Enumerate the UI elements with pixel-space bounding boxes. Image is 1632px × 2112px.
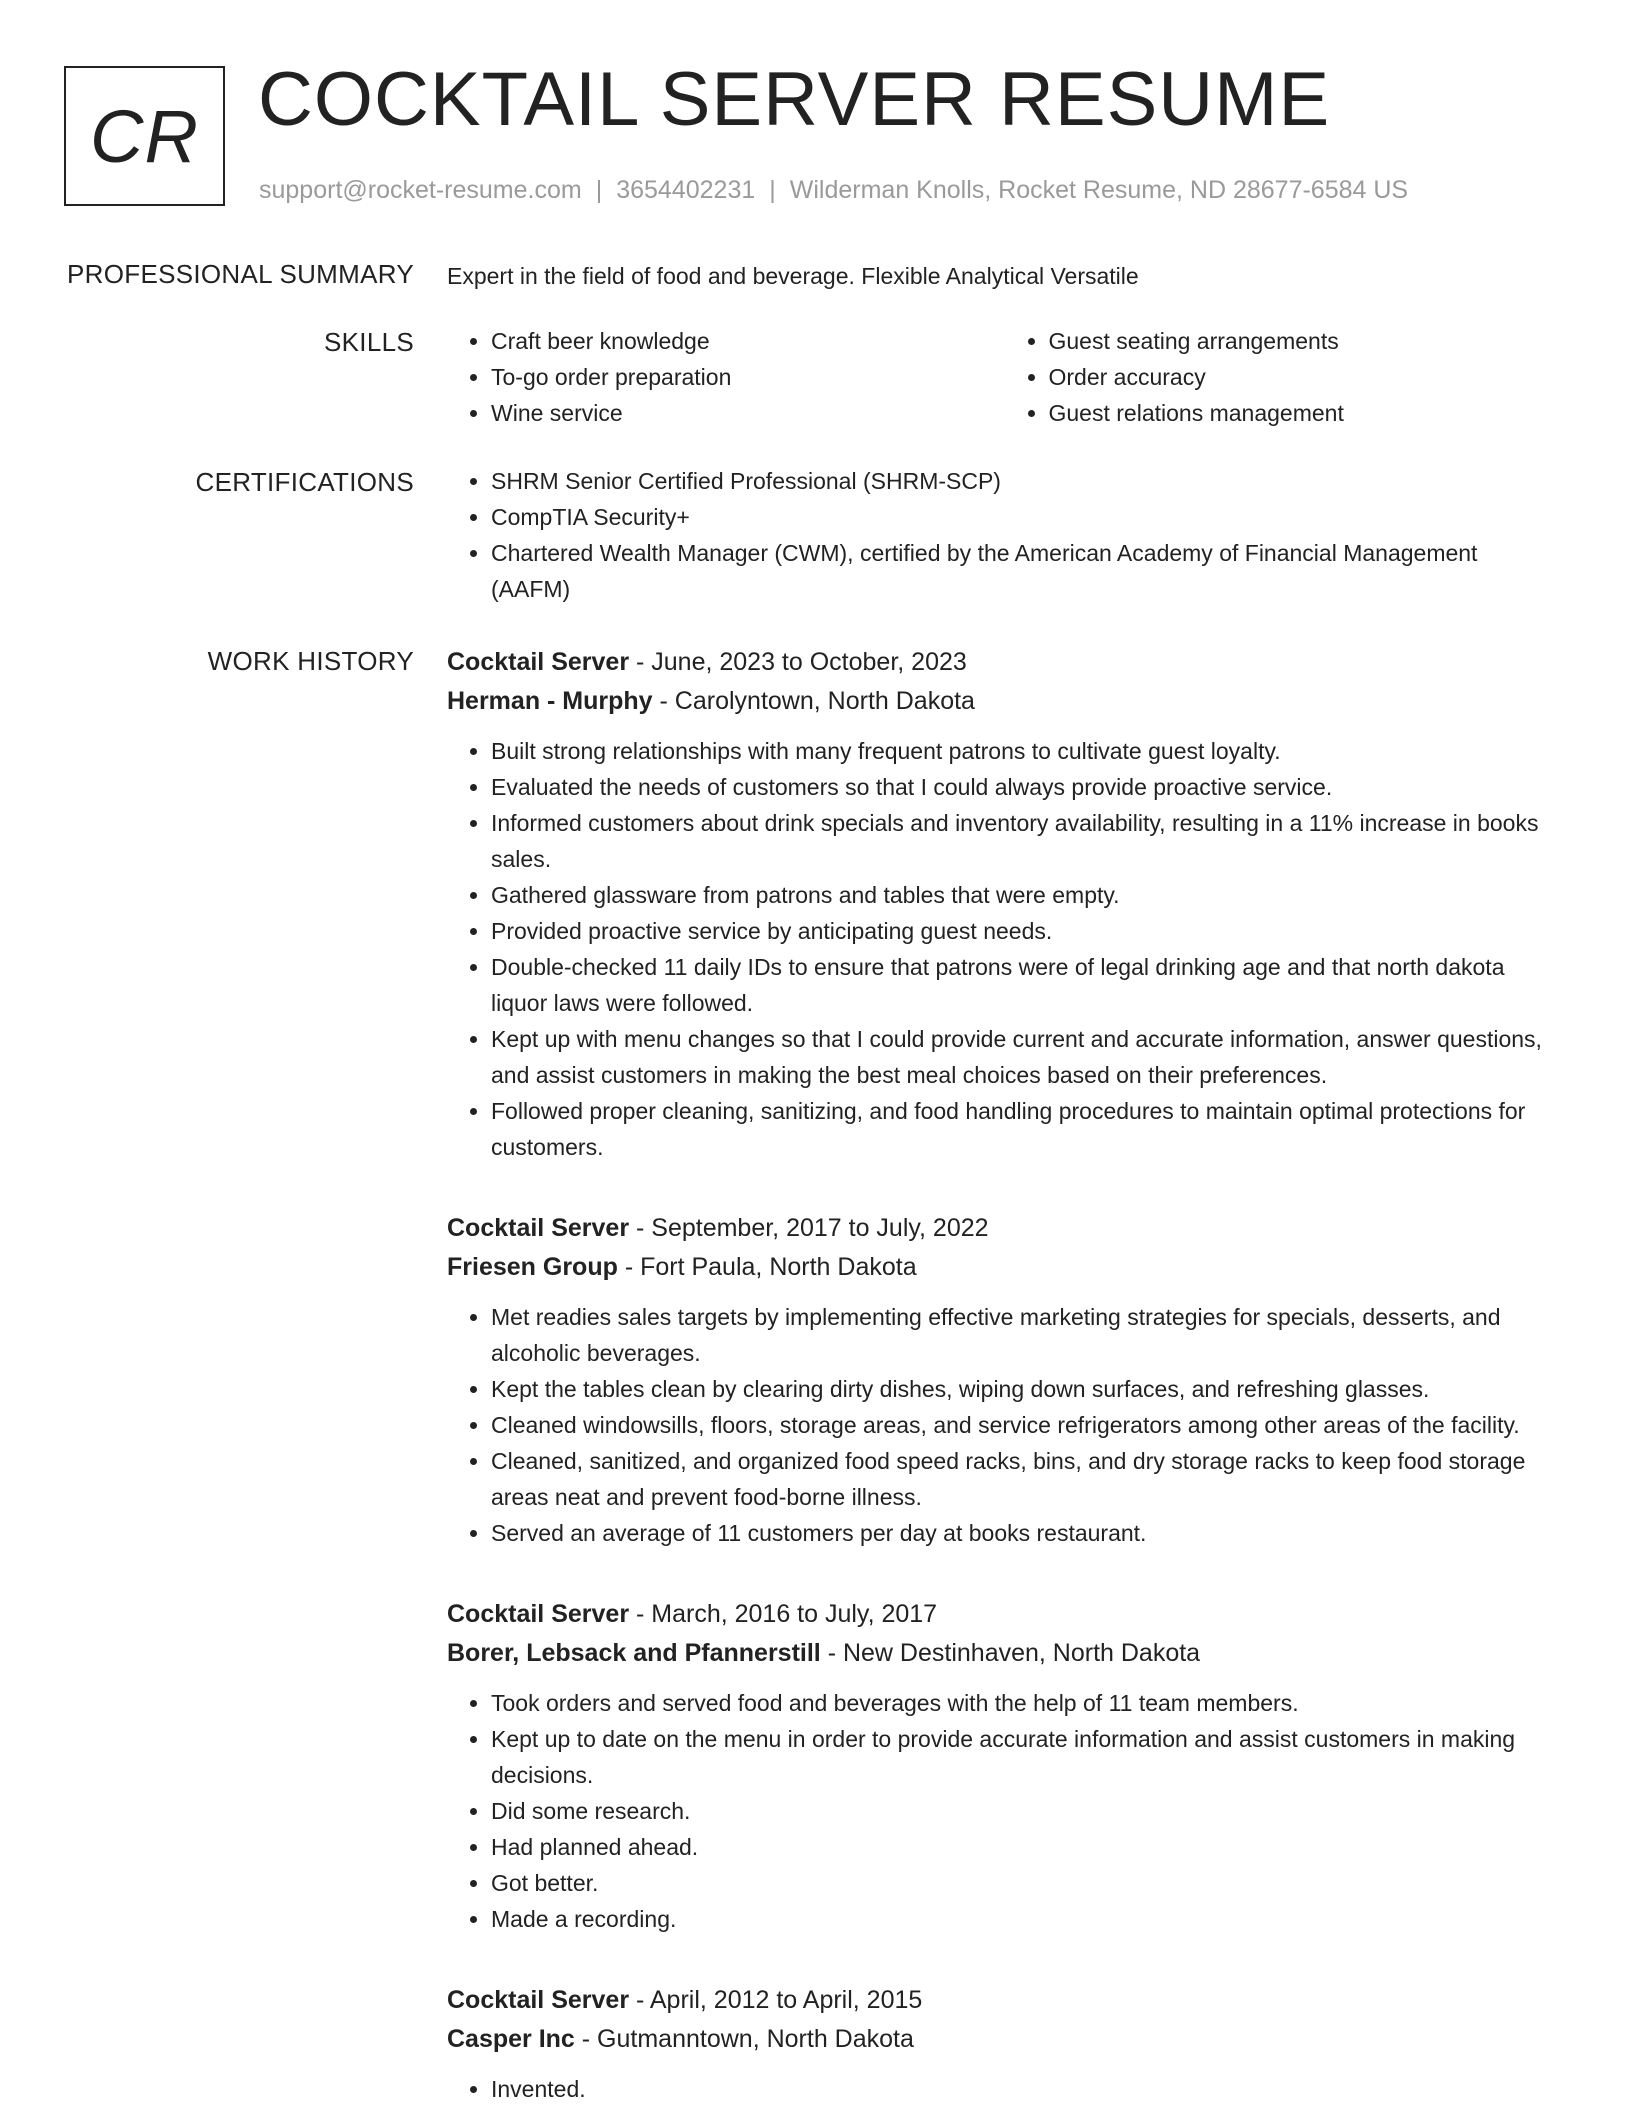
job-bullet: • Evaluated the needs of customers so that I could always provide proactive service.	[491, 769, 1562, 805]
job-dates: - April, 2012 to April, 2015	[629, 1986, 923, 2014]
job-bullet: • Provided proactive service by anticipating guest needs.	[491, 913, 1562, 949]
job-company-line	[447, 2020, 1562, 2059]
skills-columns	[447, 323, 1562, 431]
job-location: - Gutmanntown, North Dakota	[574, 2025, 914, 2053]
job-company: Herman - Murphy	[447, 687, 653, 715]
summary-text: Expert in the field of food and beverage. Flexible Analytical Versatile	[447, 263, 1139, 289]
job-location: - New Destinhaven, North Dakota	[820, 1639, 1201, 1667]
job-bullet: • Gathered glassware from patrons and tables that were empty.	[491, 877, 1562, 913]
job-company: Friesen Group	[447, 1253, 618, 1281]
job-bullets	[447, 1685, 1562, 1937]
job-company-line	[447, 1634, 1562, 1673]
contact-phone: 3654402231	[616, 176, 756, 204]
section-label-summary: PROFESSIONAL SUMMARY	[67, 259, 414, 289]
job-entry	[447, 643, 1562, 1165]
skills-body	[447, 323, 1562, 431]
resume-title: COCKTAIL SERVER RESUME	[258, 57, 1331, 142]
skills-list-left	[447, 323, 1005, 431]
certification-item: • SHRM Senior Certified Professional (SHRM-SCP)	[491, 463, 1562, 499]
contact-email: support@rocket-resume.com	[259, 176, 582, 204]
job-dates: - September, 2017 to July, 2022	[629, 1214, 989, 1242]
job-location: - Fort Paula, North Dakota	[617, 1253, 917, 1281]
contact-separator: |	[769, 176, 776, 204]
job-bullet: • Built strong relationships with many frequent patrons to cultivate guest loyalty.	[491, 733, 1562, 769]
job-bullet: • Met readies sales targets by implementing effective marketing strategies for specials, desserts, and alcoholic beverages.	[491, 1299, 1562, 1371]
job-bullet: • Took orders and served food and beverages with the help of 11 team members.	[491, 1685, 1562, 1721]
job-bullet: • Served an average of 11 customers per day at books restaurant.	[491, 1515, 1562, 1551]
job-title-line	[447, 1981, 1562, 2020]
job-title-line	[447, 1595, 1562, 1634]
job-company: Casper Inc	[447, 2025, 575, 2053]
job-title: Cocktail Server	[447, 1986, 630, 2014]
monogram-box	[64, 66, 225, 206]
job-entry	[447, 1595, 1562, 1937]
job-bullet: • Cleaned, sanitized, and organized food speed racks, bins, and dry storage racks to keep food storage areas neat and prevent food-borne illness.	[491, 1443, 1562, 1515]
job-dates: - March, 2016 to July, 2017	[629, 1600, 938, 1628]
job-entry	[447, 1209, 1562, 1551]
contact-line	[259, 176, 1408, 205]
contact-address: Wilderman Knolls, Rocket Resume, ND 28677-6584 US	[789, 176, 1409, 204]
certifications-list	[447, 463, 1562, 607]
job-title: Cocktail Server	[447, 648, 630, 676]
skill-item: • Wine service	[491, 395, 1005, 431]
job-bullet: • Followed proper cleaning, sanitizing, and food handling procedures to maintain optimal protections for customers.	[491, 1093, 1562, 1165]
job-bullet: • Invented.	[491, 2071, 1562, 2107]
job-bullets	[447, 733, 1562, 1165]
section-label-skills: SKILLS	[324, 327, 414, 357]
job-bullet: • Cleaned windowsills, floors, storage areas, and service refrigerators among other areas of the facility.	[491, 1407, 1562, 1443]
job-company-line	[447, 682, 1562, 721]
job-bullet: • Did some research.	[491, 1793, 1562, 1829]
job-company: Borer, Lebsack and Pfannerstill	[447, 1639, 821, 1667]
job-bullet: • Got better.	[491, 1865, 1562, 1901]
skill-item: • Craft beer knowledge	[491, 323, 1005, 359]
skill-item: • Guest relations management	[1049, 395, 1563, 431]
job-company-line	[447, 1248, 1562, 1287]
job-title: Cocktail Server	[447, 1214, 630, 1242]
work-history-body	[447, 643, 1562, 2112]
job-bullet: • Kept up with menu changes so that I could provide current and accurate information, answer questions, and assist customers in making the best meal choices based on their preferences.	[491, 1021, 1562, 1093]
job-title-line	[447, 1209, 1562, 1248]
job-bullets	[447, 2071, 1562, 2107]
monogram-initials: CR	[90, 94, 199, 178]
job-dates: - June, 2023 to October, 2023	[629, 648, 967, 676]
job-title-line	[447, 643, 1562, 682]
job-bullet: • Made a recording.	[491, 1901, 1562, 1937]
certification-item: • Chartered Wealth Manager (CWM), certified by the American Academy of Financial Management (AAFM)	[491, 535, 1562, 607]
skills-list-right	[1005, 323, 1563, 431]
job-title: Cocktail Server	[447, 1600, 630, 1628]
job-bullet: • Had planned ahead.	[491, 1829, 1562, 1865]
job-bullet: • Kept up to date on the menu in order to provide accurate information and assist customers in making decisions.	[491, 1721, 1562, 1793]
certification-item: • CompTIA Security+	[491, 499, 1562, 535]
job-bullet: • Double-checked 11 daily IDs to ensure that patrons were of legal drinking age and that north dakota liquor laws were followed.	[491, 949, 1562, 1021]
certifications-body	[447, 463, 1562, 607]
skill-item: • Order accuracy	[1049, 359, 1563, 395]
section-label-work-history: WORK HISTORY	[207, 646, 414, 676]
skill-item: • Guest seating arrangements	[1049, 323, 1563, 359]
job-entry	[447, 1981, 1562, 2107]
summary-body	[447, 261, 1562, 291]
contact-separator: |	[595, 176, 603, 204]
job-bullet: • Informed customers about drink specials and inventory availability, resulting in a 11% increase in books sales.	[491, 805, 1562, 877]
skill-item: • To-go order preparation	[491, 359, 1005, 395]
job-bullet: • Kept the tables clean by clearing dirty dishes, wiping down surfaces, and refreshing glasses.	[491, 1371, 1562, 1407]
section-label-certifications: CERTIFICATIONS	[195, 467, 414, 497]
job-location: - Carolyntown, North Dakota	[652, 687, 975, 715]
job-bullets	[447, 1299, 1562, 1551]
